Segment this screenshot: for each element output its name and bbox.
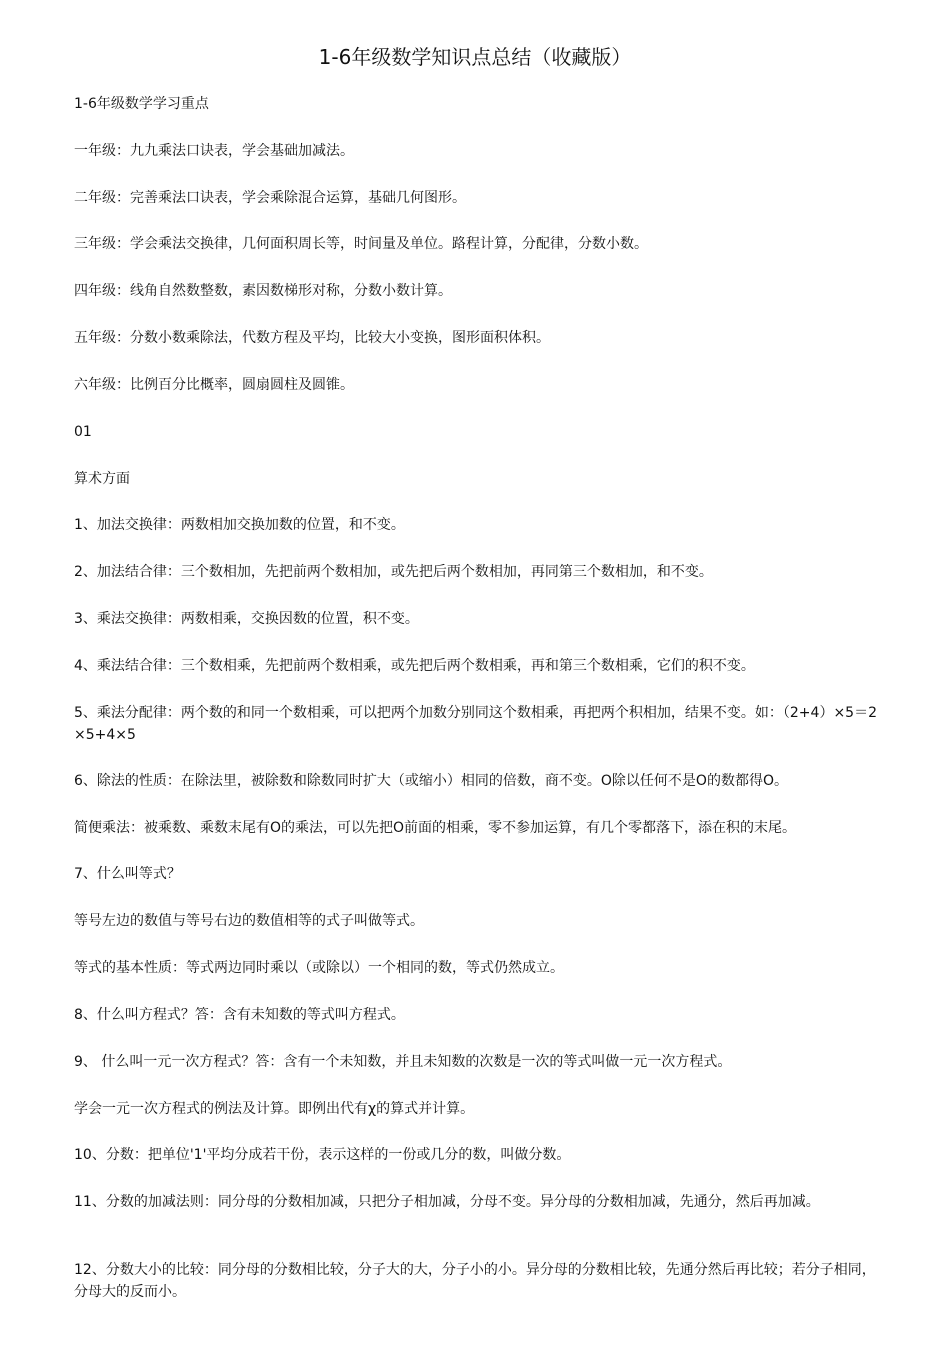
paragraph: 1-6年级数学学习重点: [74, 96, 209, 112]
paragraph: 五年级：分数小数乘除法，代数方程及平均，比较大小变换，图形面积体积。: [74, 330, 550, 346]
paragraph: 三年级：学会乘法交换律，几何面积周长等，时间量及单位。路程计算，分配律，分数小数。: [74, 236, 648, 252]
paragraph: 2、加法结合律：三个数相加，先把前两个数相加，或先把后两个数相加，再同第三个数相加，和不变。: [74, 564, 713, 580]
paragraph: 四年级：线角自然数整数，素因数梯形对称，分数小数计算。: [74, 283, 452, 299]
paragraph: 六年级：比例百分比概率，圆扇圆柱及圆锥。: [74, 377, 354, 393]
paragraph: 简便乘法：被乘数、乘数末尾有O的乘法，可以先把O前面的相乘，零不参加运算，有几个零都落下，添在积的末尾。: [74, 820, 797, 836]
paragraph: 6、除法的性质：在除法里，被除数和除数同时扩大（或缩小）相同的倍数，商不变。O除以任何不是O的数都得O。: [74, 773, 788, 789]
paragraph: 9、 什么叫一元一次方程式？答：含有一个未知数，并且未知数的次数是一次的等式叫做一元一次方程式。: [74, 1054, 732, 1070]
paragraph: 11、分数的加减法则：同分母的分数相加减，只把分子相加减，分母不变。异分母的分数相加减，先通分，然后再加减。: [74, 1194, 820, 1210]
paragraph: 4、乘法结合律：三个数相乘，先把前两个数相乘，或先把后两个数相乘，再和第三个数相乘，它们的积不变。: [74, 658, 755, 674]
paragraph: 等号左边的数值与等号右边的数值相等的式子叫做等式。: [74, 913, 424, 929]
paragraph: 等式的基本性质：等式两边同时乘以（或除以）一个相同的数，等式仍然成立。: [74, 960, 564, 976]
paragraph: 8、什么叫方程式？答：含有未知数的等式叫方程式。: [74, 1007, 405, 1023]
paragraph: 学会一元一次方程式的例法及计算。即例出代有χ的算式并计算。: [74, 1101, 475, 1117]
document-title: 1-6年级数学知识点总结（收藏版）: [318, 45, 632, 69]
paragraph: 10、分数：把单位'1'平均分成若干份，表示这样的一份或几分的数，叫做分数。: [74, 1147, 571, 1163]
paragraph: 1、加法交换律：两数相加交换加数的位置，和不变。: [74, 517, 405, 533]
paragraph: 5、乘法分配律：两个数的和同一个数相乘，可以把两个加数分别同这个数相乘，再把两个积相加，结果不变。如：（2+4）×5＝2×5+4×5: [74, 705, 877, 743]
paragraph: 二年级：完善乘法口诀表，学会乘除混合运算，基础几何图形。: [74, 190, 466, 206]
paragraph: 3、乘法交换律：两数相乘，交换因数的位置，积不变。: [74, 611, 419, 627]
paragraph: 01: [74, 424, 92, 440]
paragraph: 12、分数大小的比较：同分母的分数相比较，分子大的大，分子小的小。异分母的分数相比较，先通分然后再比较；若分子相同，分母大的反而小。: [74, 1262, 876, 1300]
section-heading: 算术方面: [74, 471, 130, 487]
paragraph: 一年级：九九乘法口诀表，学会基础加减法。: [74, 143, 354, 159]
paragraph: 7、什么叫等式？: [74, 866, 181, 882]
